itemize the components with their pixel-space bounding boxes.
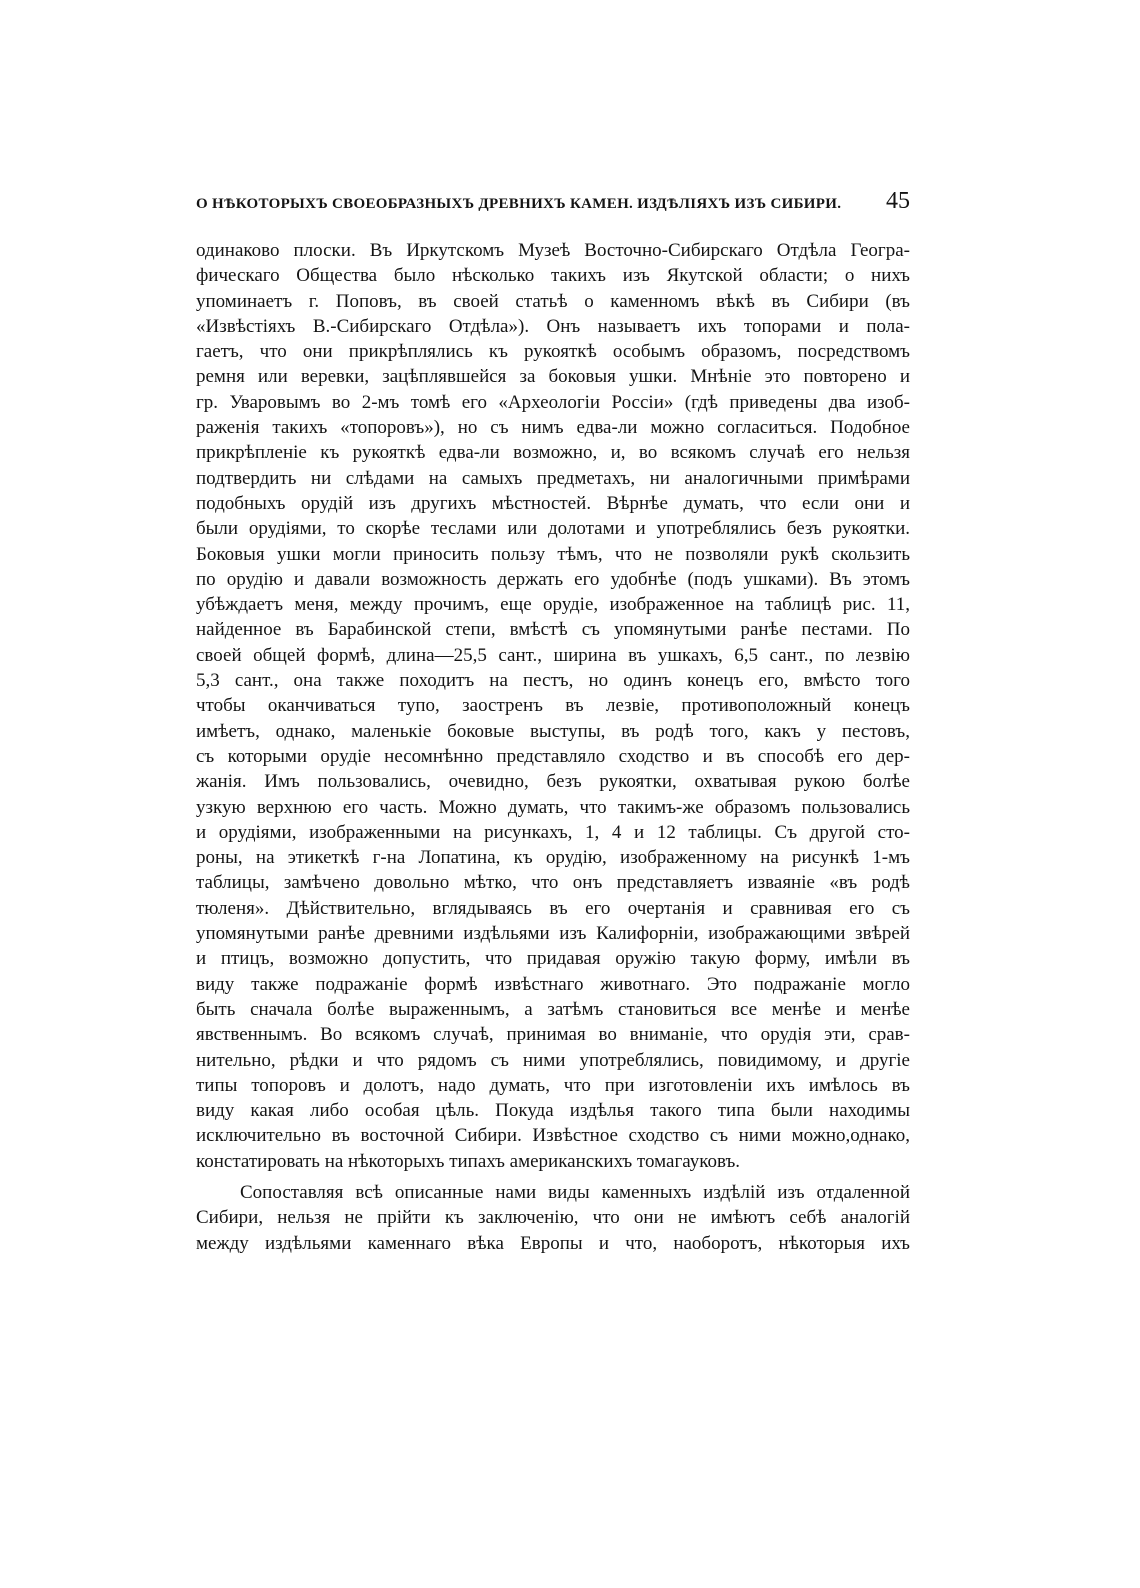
text-line: роны, на этикеткѣ г-на Лопатина, къ орудію, изображенному на рисункѣ 1-мъ xyxy=(196,847,910,869)
text-line: своей общей формѣ, длина—25,5 сант., ширина въ ушкахъ, 6,5 сант., по лезвію xyxy=(196,644,910,666)
text-line: Боковыя ушки могли приносить пользу тѣмъ, что не позволяли рукѣ скользить xyxy=(196,543,910,565)
text-line: «Извѣстіяхъ В.-Сибирскаго Отдѣла»). Онъ называетъ ихъ топорами и пола- xyxy=(196,315,910,337)
text-line: гр. Уваровымъ во 2-мъ томѣ его «Археологіи Россіи» (гдѣ приведены два изоб- xyxy=(196,391,910,413)
text-line: раженія такихъ «топоровъ»), но съ нимъ едва-ли можно согласиться. Подобное xyxy=(196,417,910,439)
text-line: тюленя». Дѣйствительно, вглядываясь въ его очертанія и сравнивая его съ xyxy=(196,897,910,919)
text-line: узкую верхнюю его часть. Можно думать, что такимъ-же образомъ пользовались xyxy=(196,796,910,818)
text-line: ремня или веревки, зацѣплявшейся за боковыя ушки. Мнѣніе это повторено и xyxy=(196,366,910,388)
text-line: упомянутыми ранѣе древними издѣльями изъ Калифорніи, изображающими звѣрей xyxy=(196,923,910,945)
text-line: Сибири, нельзя не прійти къ заключенію, что они не имѣютъ себѣ аналогій xyxy=(196,1207,910,1229)
text-line: Сопоставляя всѣ описанные нами виды каменныхъ издѣлій изъ отдаленной xyxy=(240,1181,910,1203)
text-line: виду какая либо особая цѣль. Покуда издѣлья такого типа были находимы xyxy=(196,1100,910,1122)
text-line: исключительно въ восточной Сибири. Извѣстное сходство съ ними можно,однако, xyxy=(196,1125,910,1147)
text-line: чтобы оканчиваться тупо, заостренъ въ лезвіе, противоположный конецъ xyxy=(196,695,910,717)
text-line: съ которыми орудіе несомнѣнно представляло сходство и въ способѣ его дер- xyxy=(196,745,910,767)
text-line: фическаго Общества было нѣсколько такихъ изъ Якутской области; о нихъ xyxy=(196,265,910,287)
text-line: виду также подражаніе формѣ извѣстнаго животнаго. Это подражаніе могло xyxy=(196,973,910,995)
running-head xyxy=(196,188,910,224)
text-line: таблицы, замѣчено довольно мѣтко, что онъ представляетъ изваяніе «въ родѣ xyxy=(196,872,910,894)
text-line: найденное въ Барабинской степи, вмѣстѣ съ упомянутыми ранѣе пестами. По xyxy=(196,619,910,641)
paragraph-1 xyxy=(196,238,910,1174)
text-line: нительно, рѣдки и что рядомъ съ ними употреблялись, повидимому, и другіе xyxy=(196,1049,910,1071)
text-line: быть сначала болѣе выраженнымъ, а затѣмъ становиться все менѣе и менѣе xyxy=(196,998,910,1020)
text-line: убѣждаетъ меня, между прочимъ, еще орудіе, изображенное на таблицѣ рис. 11, xyxy=(196,594,910,616)
text-line: гаетъ, что они прикрѣплялись къ рукояткѣ особымъ образомъ, посредствомъ xyxy=(196,341,910,363)
text-line: были орудіями, то скорѣе теслами или долотами и употреблялись безъ рукоятки. xyxy=(196,518,910,540)
text-line: явственнымъ. Во всякомъ случаѣ, принимая во вниманіе, что орудія эти, срав- xyxy=(196,1024,910,1046)
text-line: 5,3 сант., она также походитъ на пестъ, но одинъ конецъ его, вмѣсто того xyxy=(196,670,910,692)
text-line: между издѣльями каменнаго вѣка Европы и что, наоборотъ, нѣкоторыя ихъ xyxy=(196,1232,910,1254)
text-line: по орудію и давали возможность держать его удобнѣе (подъ ушками). Въ этомъ xyxy=(196,568,910,590)
text-line: и орудіями, изображенными на рисункахъ, 1, 4 и 12 таблицы. Съ другой сто- xyxy=(196,821,910,843)
page-number: 45 xyxy=(886,188,910,214)
text-line: жанія. Имъ пользовались, очевидно, безъ рукоятки, охватывая рукою болѣе xyxy=(196,771,910,793)
text-line: упоминаетъ г. Поповъ, въ своей статьѣ о каменномъ вѣкѣ въ Сибири (въ xyxy=(196,290,910,312)
text-line: подобныхъ орудій изъ другихъ мѣстностей. Вѣрнѣе думать, что если они и xyxy=(196,492,910,514)
paragraph-2 xyxy=(196,1180,910,1256)
text-line: подтвердить ни слѣдами на самыхъ предметахъ, ни аналогичными примѣрами xyxy=(196,467,910,489)
text-line: типы топоровъ и долотъ, надо думать, что при изготовленіи ихъ имѣлось въ xyxy=(196,1074,910,1096)
text-line: одинаково плоски. Въ Иркутскомъ Музеѣ Восточно-Сибирскаго Отдѣла Геогра- xyxy=(196,240,910,261)
running-title: О НѢКОТОРЫХЪ СВОЕОБРАЗНЫХЪ ДРЕВНИХЪ КАМЕН. ИЗДѢЛІЯХЪ ИЗЪ СИБИРИ. xyxy=(196,196,842,212)
text-line: имѣетъ, однако, маленькіе боковые выступы, въ родѣ того, какъ у пестовъ, xyxy=(196,720,910,742)
text-line: констатировать на нѣкоторыхъ типахъ американскихъ томагауковъ. xyxy=(196,1150,741,1172)
text-line: и птицъ, возможно допустить, что придавая оружію такую форму, имѣли въ xyxy=(196,948,910,970)
body-text xyxy=(196,238,910,1256)
text-line: прикрѣпленіе къ рукояткѣ едва-ли возможно, и, во всякомъ случаѣ его нельзя xyxy=(196,442,910,464)
